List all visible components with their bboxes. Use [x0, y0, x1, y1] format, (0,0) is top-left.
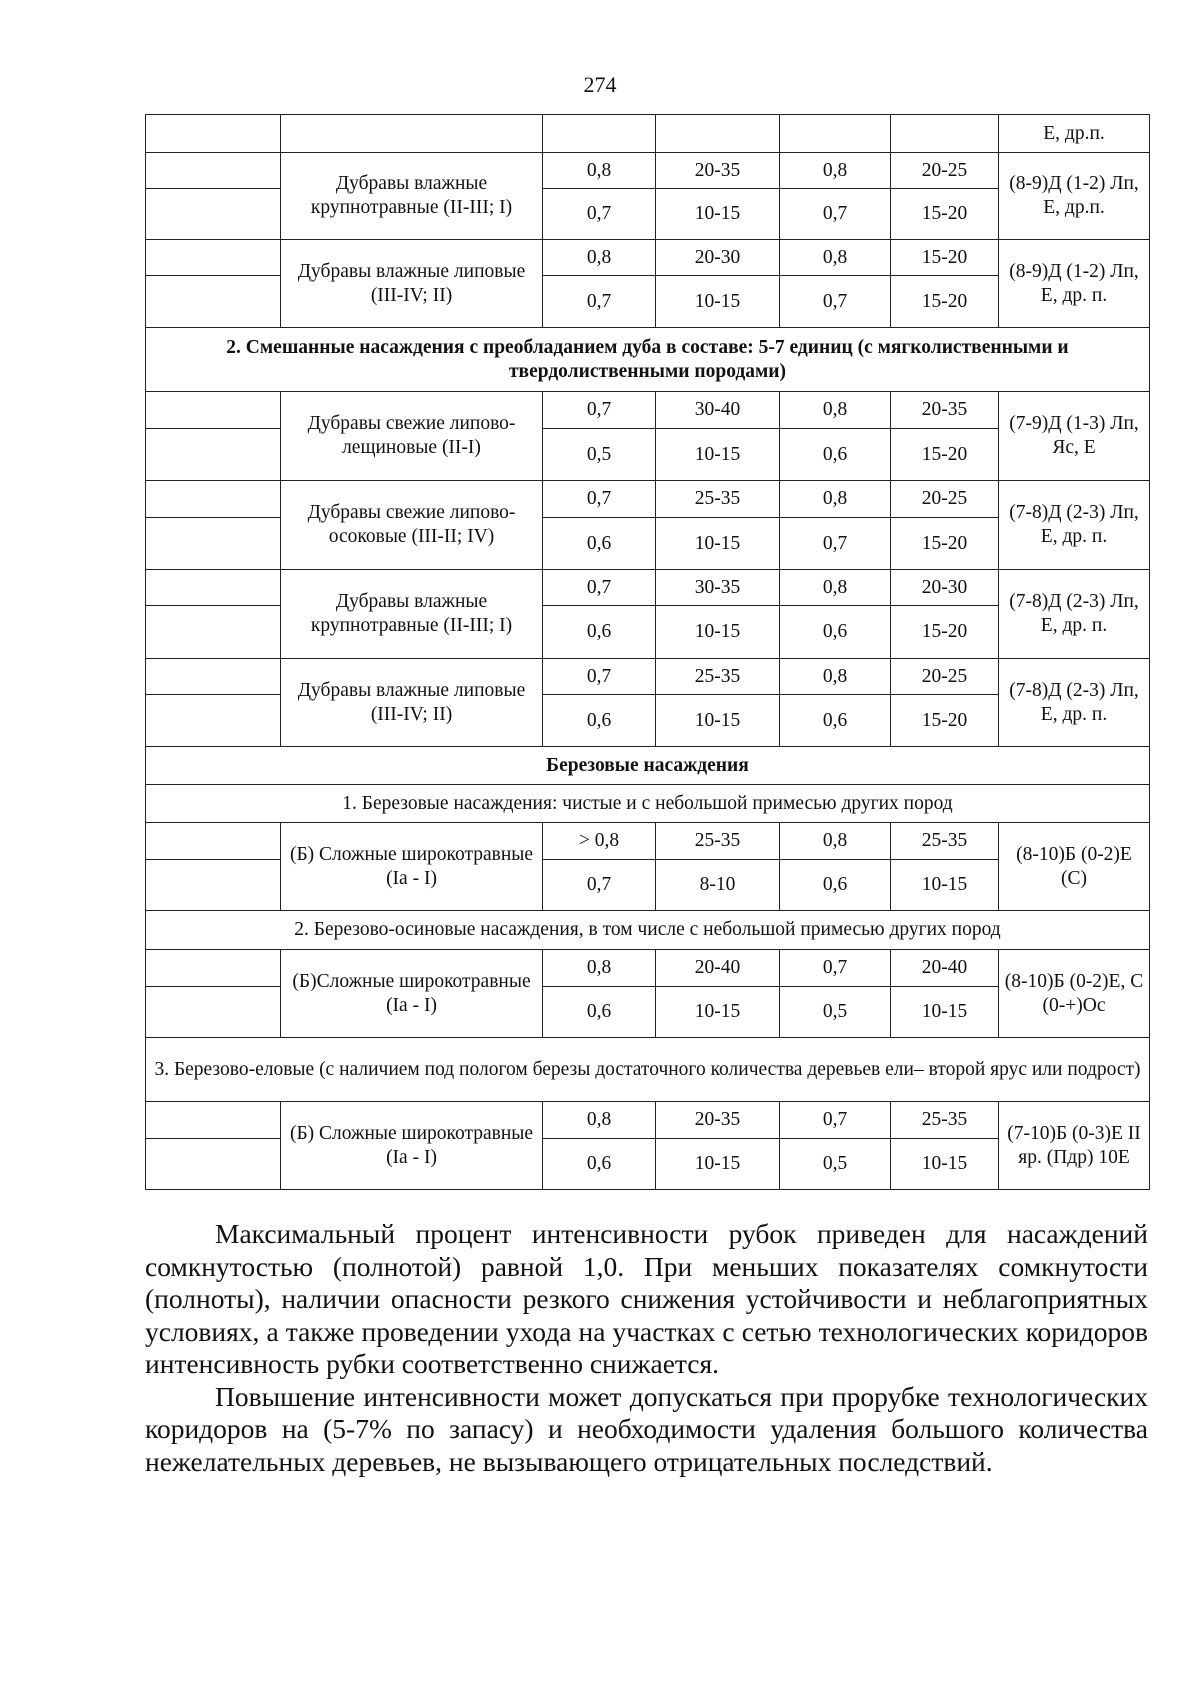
stand-type-cell: Дубравы влажные крупнотравные (II-III; I)	[281, 570, 543, 659]
value-cell: 0,8	[780, 823, 891, 860]
table-row	[146, 240, 1150, 276]
stand-type-cell: (Б) Сложные широкотравные (Iа - I)	[281, 823, 543, 911]
value-cell: 0,7	[543, 659, 656, 695]
table-cell-empty	[146, 606, 281, 659]
value-cell: 0,6	[543, 606, 656, 659]
stand-type-cell: Дубравы влажные липовые (III-IV; II)	[281, 659, 543, 747]
table-row	[146, 481, 1150, 518]
stand-type-cell: Дубравы влажные липовые (III-IV; II)	[281, 240, 543, 328]
value-cell: 0,7	[543, 276, 656, 328]
value-cell: 0,6	[780, 606, 891, 659]
value-cell: 0,5	[780, 987, 891, 1038]
paragraph: Максимальный процент интенсивности рубок приведен для насаждений сомкнутостью (полнотой) равной 1,0. При меньших показателях сомкнутости (полноты), наличии опасности резкого снижения устойчивости и неблагоприятных условиях, а также проведении ухода на участках с сетью технологических коридоров интенсивность рубки соответственно снижается.	[145, 1218, 1148, 1379]
value-cell: 10-15	[891, 860, 999, 911]
value-cell: 20-30	[891, 570, 999, 606]
value-cell: 0,6	[543, 1139, 656, 1190]
value-cell: 0,8	[780, 392, 891, 429]
value-cell: 15-20	[891, 429, 999, 481]
table-row-section	[146, 1038, 1150, 1102]
value-cell: 30-40	[656, 392, 780, 429]
table-cell-empty	[146, 695, 281, 747]
composition-cell: Е, др.п.	[999, 115, 1150, 153]
value-cell: 0,8	[543, 950, 656, 987]
value-cell: 25-35	[891, 823, 999, 860]
value-cell: 0,6	[543, 518, 656, 570]
value-cell: 0,8	[780, 481, 891, 518]
table-row-section	[146, 747, 1150, 785]
value-cell: 10-15	[656, 518, 780, 570]
value-cell: 0,7	[780, 276, 891, 328]
value-cell: 20-25	[891, 659, 999, 695]
value-cell: 0,8	[543, 153, 656, 189]
table-cell-empty	[146, 570, 281, 606]
value-cell: 10-15	[656, 276, 780, 328]
value-cell: 15-20	[891, 276, 999, 328]
table-row	[146, 950, 1150, 987]
composition-cell: (7-9)Д (1-3) Лп, Яс, Е	[999, 392, 1150, 481]
body-text	[145, 1218, 1148, 1478]
composition-cell: (8-10)Б (0-2)Е, С (0-+)Ос	[999, 950, 1150, 1038]
table-cell-empty	[146, 392, 281, 429]
value-cell: 25-35	[891, 1102, 999, 1139]
value-cell: 0,7	[543, 189, 656, 240]
composition-cell: (7-8)Д (2-3) Лп, Е, др. п.	[999, 481, 1150, 570]
table-cell-empty	[146, 1102, 281, 1139]
value-cell: 20-30	[656, 240, 780, 276]
table-row	[146, 1102, 1150, 1139]
value-cell: 0,8	[543, 240, 656, 276]
value-cell: 0,7	[780, 518, 891, 570]
composition-cell: (8-9)Д (1-2) Лп, Е, др. п.	[999, 240, 1150, 328]
value-cell: 20-40	[891, 950, 999, 987]
value-cell: 25-35	[656, 659, 780, 695]
value-cell: 0,7	[780, 1102, 891, 1139]
composition-cell: (8-9)Д (1-2) Лп, Е, др.п.	[999, 153, 1150, 240]
value-cell: 10-15	[656, 606, 780, 659]
table-row	[146, 659, 1150, 695]
value-cell: 0,8	[780, 570, 891, 606]
value-cell: 15-20	[891, 606, 999, 659]
value-cell: 0,8	[543, 1102, 656, 1139]
value-cell: 8-10	[656, 860, 780, 911]
section-heading: 2. Смешанные насаждения с преобладанием дуба в составе: 5-7 единиц (с мягколиственными и твердолиственными породами)	[146, 328, 1150, 392]
value-cell: 0,7	[543, 392, 656, 429]
table-cell-empty	[146, 518, 281, 570]
stand-type-cell: Дубравы свежие липово-лещиновые (II-I)	[281, 392, 543, 481]
table-cell-empty	[146, 950, 281, 987]
value-cell: 10-15	[656, 429, 780, 481]
value-cell: 0,7	[543, 481, 656, 518]
table-cell-empty	[146, 429, 281, 481]
section-heading: 1. Березовые насаждения: чистые и с небольшой примесью других пород	[146, 785, 1150, 823]
value-cell: 25-35	[656, 481, 780, 518]
table-cell-empty	[146, 240, 281, 276]
value-cell: 30-35	[656, 570, 780, 606]
table-row	[146, 823, 1150, 860]
value-cell: 10-15	[656, 189, 780, 240]
value-cell: 0,6	[780, 695, 891, 747]
forest-thinning-table	[145, 114, 1150, 1190]
composition-cell: (7-8)Д (2-3) Лп, Е, др. п.	[999, 570, 1150, 659]
table-row-section	[146, 911, 1150, 950]
table-row	[146, 153, 1150, 189]
value-cell: 0,6	[543, 987, 656, 1038]
table-row	[146, 392, 1150, 429]
value-cell: 0,6	[780, 860, 891, 911]
value-cell: 0,5	[543, 429, 656, 481]
value-cell: 0,6	[543, 695, 656, 747]
table-cell-empty	[146, 189, 281, 240]
stand-type-cell: Дубравы влажные крупнотравные (II-III; I)	[281, 153, 543, 240]
value-cell: 20-35	[656, 153, 780, 189]
section-heading: Березовые насаждения	[146, 747, 1150, 785]
value-cell: 10-15	[891, 987, 999, 1038]
table-cell-empty	[281, 115, 543, 153]
table-cell-empty	[146, 115, 281, 153]
section-heading: 2. Березово-осиновые насаждения, в том числе с небольшой примесью других пород	[146, 911, 1150, 950]
value-cell: 0,6	[780, 429, 891, 481]
value-cell: 20-40	[656, 950, 780, 987]
table-cell-empty	[146, 1139, 281, 1190]
table-row-continuation	[146, 115, 1150, 153]
value-cell: 15-20	[891, 240, 999, 276]
value-cell: 20-25	[891, 481, 999, 518]
value-cell: 10-15	[656, 695, 780, 747]
stand-type-cell: Дубравы свежие липово-осоковые (III-II; IV)	[281, 481, 543, 570]
value-cell: 0,7	[780, 189, 891, 240]
value-cell: 0,7	[543, 860, 656, 911]
value-cell: 10-15	[656, 987, 780, 1038]
table-cell-empty	[146, 153, 281, 189]
value-cell: 0,7	[780, 950, 891, 987]
value-cell: 10-15	[656, 1139, 780, 1190]
value-cell: 15-20	[891, 695, 999, 747]
table-row	[146, 570, 1150, 606]
table-body	[146, 115, 1150, 1190]
composition-cell: (8-10)Б (0-2)Е (С)	[999, 823, 1150, 911]
composition-cell: (7-8)Д (2-3) Лп, Е, др. п.	[999, 659, 1150, 747]
stand-type-cell: (Б) Сложные широкотравные (Iа - I)	[281, 1102, 543, 1190]
table-cell-empty	[146, 481, 281, 518]
table-cell-empty	[146, 659, 281, 695]
value-cell: 15-20	[891, 189, 999, 240]
value-cell: 0,8	[780, 153, 891, 189]
value-cell: 20-35	[656, 1102, 780, 1139]
table-cell-empty	[891, 115, 999, 153]
value-cell: 20-35	[891, 392, 999, 429]
table-cell-empty	[146, 823, 281, 860]
page-number: 274	[583, 72, 617, 97]
value-cell: 0,5	[780, 1139, 891, 1190]
table-cell-empty	[146, 276, 281, 328]
value-cell: 10-15	[891, 1139, 999, 1190]
value-cell: 0,8	[780, 240, 891, 276]
table-cell-empty	[656, 115, 780, 153]
table-cell-empty	[780, 115, 891, 153]
composition-cell: (7-10)Б (0-3)Е II яр. (Пдр) 10Е	[999, 1102, 1150, 1190]
table-row-section	[146, 328, 1150, 392]
table-row-section	[146, 785, 1150, 823]
section-heading: 3. Березово-еловые (с наличием под пологом березы достаточного количества деревьев ели– второй ярус или подрост)	[146, 1038, 1150, 1102]
table-cell-empty	[543, 115, 656, 153]
value-cell: > 0,8	[543, 823, 656, 860]
value-cell: 0,8	[780, 659, 891, 695]
value-cell: 15-20	[891, 518, 999, 570]
paragraph: Повышение интенсивности может допускаться при прорубке технологических коридоров на (5-7% по запасу) и необходимости удаления большого количества нежелательных деревьев, не вызывающего отрицательных последствий.	[145, 1380, 1148, 1477]
stand-type-cell: (Б)Сложные широкотравные (Iа - I)	[281, 950, 543, 1038]
value-cell: 0,7	[543, 570, 656, 606]
value-cell: 20-25	[891, 153, 999, 189]
value-cell: 25-35	[656, 823, 780, 860]
table-cell-empty	[146, 860, 281, 911]
table-cell-empty	[146, 987, 281, 1038]
